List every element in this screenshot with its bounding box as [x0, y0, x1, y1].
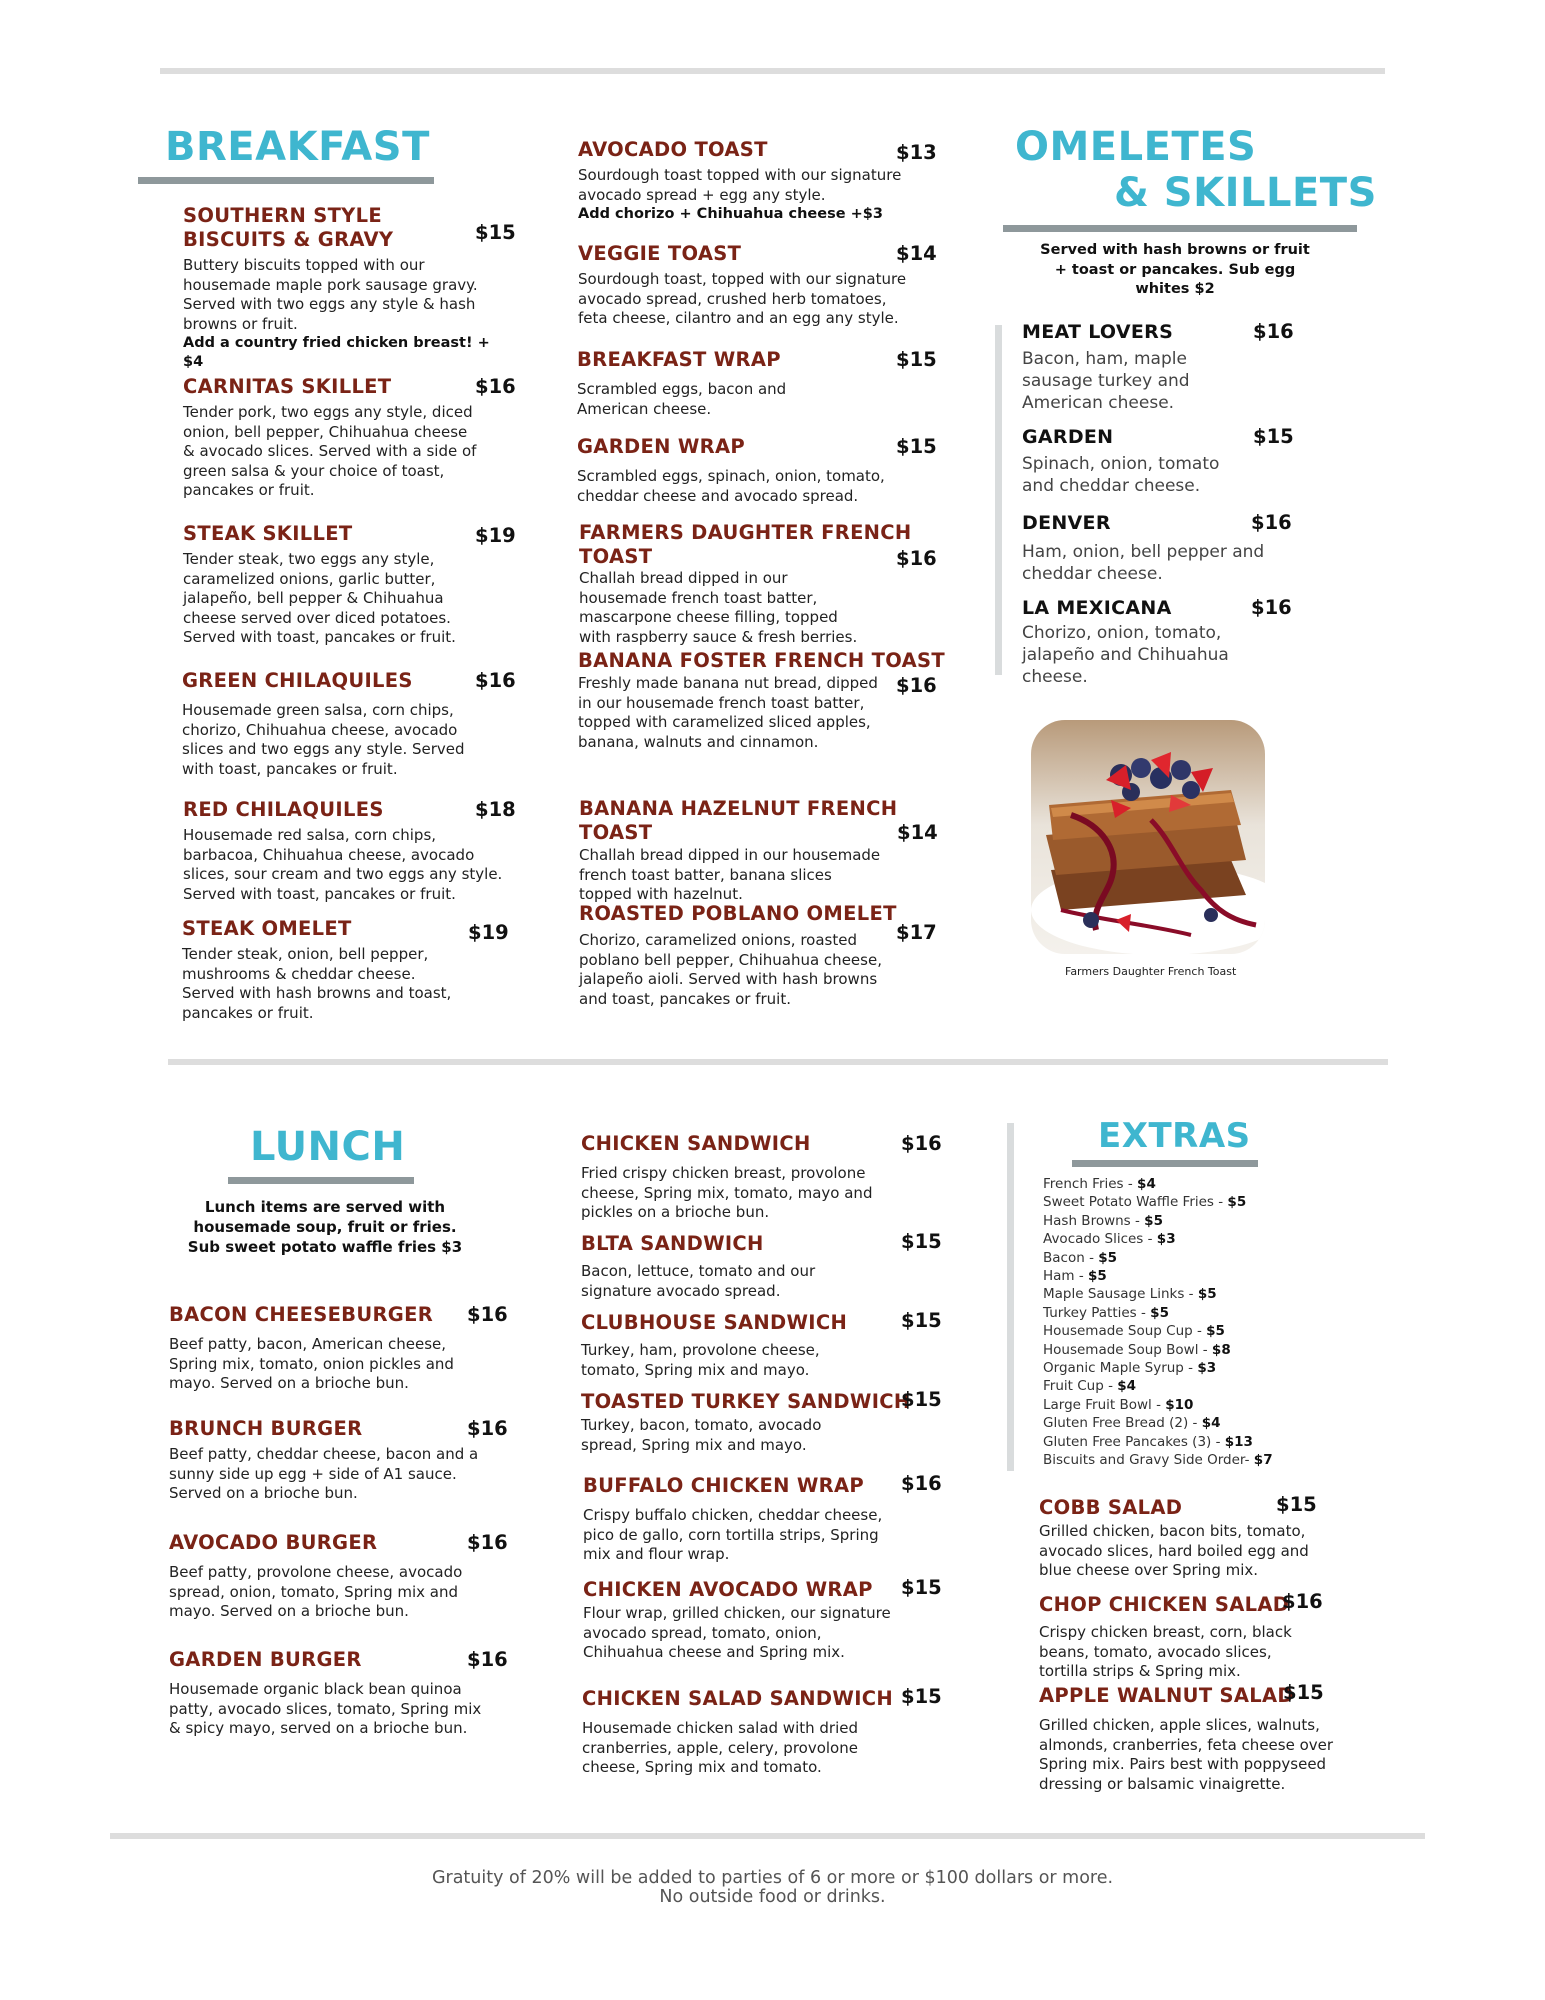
menu-item-clubhouse-sandwich: [581, 1311, 951, 1380]
item-name: BANANA HAZELNUT FRENCH TOAST: [579, 797, 898, 844]
item-price: $16: [467, 1417, 508, 1440]
item-price: $15: [901, 1576, 942, 1599]
item-price: $15: [1276, 1493, 1317, 1516]
menu-item-biscuits-gravy: [183, 204, 516, 372]
item-description: Challah bread dipped in our housemade french toast batter, banana slices topped with hazelnut.: [579, 846, 881, 903]
item-price: $16: [475, 375, 516, 398]
item-name: VEGGIE TOAST: [578, 242, 742, 265]
item-price: $15: [1253, 425, 1294, 448]
item-price: $19: [475, 524, 516, 547]
item-price: $16: [1253, 320, 1294, 343]
item-name: SOUTHERN STYLE BISCUITS & GRAVY: [183, 204, 394, 251]
item-description: Tender steak, onion, bell pepper, mushrooms & cheddar cheese. Served with hash browns and toast, pancakes or fruit.: [182, 945, 452, 1022]
item-name: FARMERS DAUGHTER FRENCH TOAST: [579, 521, 912, 568]
item-description: Grilled chicken, apple slices, walnuts, almonds, cranberries, feta cheese over Spring mix. Pairs best with poppyseed dressing or balsamic vinaigrette.: [1039, 1716, 1334, 1793]
menu-item-chicken-avocado-wrap: [583, 1578, 953, 1663]
item-name: COBB SALAD: [1039, 1496, 1183, 1519]
item-price: $16: [896, 674, 937, 697]
item-name: DENVER: [1022, 512, 1111, 534]
item-name: GARDEN BURGER: [169, 1648, 362, 1671]
item-description: Flour wrap, grilled chicken, our signature avocado spread, tomato, onion, Chihuahua cheese and Spring mix.: [583, 1604, 891, 1661]
item-name: GARDEN: [1022, 426, 1114, 448]
list-item: Biscuits and Gravy Side Order- $7: [1043, 1452, 1273, 1469]
extras-list: [1043, 1175, 1303, 1470]
list-item: French Fries - $4: [1043, 1176, 1156, 1192]
item-price: $19: [468, 921, 509, 944]
skillets-title: & SKILLETS: [1114, 170, 1377, 216]
item-description: Bacon, lettuce, tomato and our signature avocado spread.: [581, 1262, 816, 1300]
footer-outside-food: No outside food or drinks.: [659, 1887, 886, 1907]
item-price: $16: [901, 1472, 942, 1495]
item-description: Beef patty, bacon, American cheese, Spring mix, tomato, onion pickles and mayo. Served on a brioche bun.: [169, 1335, 454, 1392]
item-name: MEAT LOVERS: [1022, 321, 1174, 343]
menu-item-chicken-sandwich: [581, 1132, 951, 1223]
menu-item-avocado-burger: [169, 1531, 509, 1622]
item-description: Housemade red salsa, corn chips, barbacoa, Chihuahua cheese, avocado slices, sour cream and two eggs any style. Served with toast, pancakes or fruit.: [183, 826, 503, 903]
item-description: Tender steak, two eggs any style, caramelized onions, garlic butter, jalapeño, bell pepper & Chihuahua cheese served over diced potatoes. Served with toast, pancakes or fruit.: [183, 550, 456, 646]
item-addon: Add a country fried chicken breast! + $4: [183, 335, 490, 370]
item-description: Grilled chicken, bacon bits, tomato, avocado slices, hard boiled egg and blue cheese over Spring mix.: [1039, 1522, 1309, 1579]
list-item: Organic Maple Syrup - $3: [1043, 1360, 1217, 1377]
list-item: Maple Sausage Links - $5: [1043, 1286, 1217, 1303]
menu-item-farmers-daughter-french-toast: [579, 521, 959, 647]
menu-item-red-chilaquiles: [183, 798, 516, 904]
item-price: $16: [1282, 1590, 1323, 1613]
item-name: BREAKFAST WRAP: [577, 348, 781, 371]
item-description: Scrambled eggs, spinach, onion, tomato, cheddar cheese and avocado spread.: [577, 467, 885, 505]
item-price: $18: [475, 798, 516, 821]
item-name: LA MEXICANA: [1022, 597, 1172, 619]
item-description: Ham, onion, bell pepper and cheddar cheese.: [1022, 542, 1265, 584]
menu-item-banana-foster-french-toast: [578, 649, 958, 752]
item-name: BANANA FOSTER FRENCH TOAST: [578, 649, 945, 672]
item-price: $16: [896, 547, 937, 570]
menu-item-bacon-cheeseburger: [169, 1303, 509, 1394]
item-description: Fried crispy chicken breast, provolone cheese, Spring mix, tomato, mayo and pickles on a brioche bun.: [581, 1164, 873, 1221]
list-item: Gluten Free Bread (2) - $4: [1043, 1415, 1221, 1432]
item-name: TOASTED TURKEY SANDWICH: [581, 1390, 911, 1413]
menu-item-avocado-toast: [578, 138, 938, 224]
item-description: Sourdough toast, topped with our signature avocado spread, crushed herb tomatoes, feta cheese, cilantro and an egg any style.: [578, 270, 907, 327]
menu-item-buffalo-chicken-wrap: [583, 1474, 953, 1565]
bottom-divider: [110, 1833, 1425, 1839]
list-item: Sweet Potato Waffle Fries - $5: [1043, 1194, 1247, 1211]
menu-item-carnitas-skillet: [183, 375, 516, 501]
item-description: Crispy buffalo chicken, cheddar cheese, pico de gallo, corn tortilla strips, Spring mix and flour wrap.: [583, 1506, 883, 1563]
item-name: CHICKEN AVOCADO WRAP: [583, 1578, 873, 1601]
item-price: $15: [475, 221, 516, 244]
middle-divider: [168, 1059, 1388, 1065]
list-item: Bacon - $5: [1043, 1249, 1118, 1266]
top-divider: [160, 68, 1385, 74]
item-description: Housemade organic black bean quinoa patty, avocado slices, tomato, Spring mix & spicy mayo, served on a brioche bun.: [169, 1680, 482, 1737]
item-price: $16: [467, 1303, 508, 1326]
item-name: AVOCADO TOAST: [578, 138, 768, 161]
french-toast-photo: [1031, 720, 1265, 954]
item-name: STEAK SKILLET: [183, 522, 353, 545]
omeletes-title-underline: [1003, 225, 1357, 232]
item-name: APPLE WALNUT SALAD: [1039, 1684, 1294, 1707]
lunch-title: LUNCH: [250, 1124, 406, 1170]
menu-item-apple-walnut-salad: [1039, 1681, 1369, 1794]
item-name: RED CHILAQUILES: [183, 798, 384, 821]
menu-item-steak-skillet: [183, 522, 516, 648]
menu-item-denver: [1022, 511, 1312, 585]
item-name: STEAK OMELET: [182, 917, 352, 940]
item-name: CHICKEN SANDWICH: [581, 1132, 811, 1155]
omeletes-note: Served with hash browns or fruit + toast or pancakes. Sub egg whites $2: [1040, 242, 1310, 297]
item-description: Scrambled eggs, bacon and American cheese.: [577, 380, 787, 418]
breakfast-title: BREAKFAST: [165, 124, 430, 170]
menu-item-brunch-burger: [169, 1417, 509, 1504]
item-description: Turkey, ham, provolone cheese, tomato, Spring mix and mayo.: [581, 1341, 820, 1379]
item-description: Challah bread dipped in our housemade french toast batter, mascarpone cheese filling, topped with raspberry sauce & fresh berries.: [579, 569, 858, 646]
item-name: BLTA SANDWICH: [581, 1232, 764, 1255]
item-name: CARNITAS SKILLET: [183, 375, 392, 398]
item-description: Buttery biscuits topped with our housemade maple pork sausage gravy. Served with two eggs any style & hash browns or fruit.: [183, 256, 478, 333]
list-item: Turkey Patties - $5: [1043, 1304, 1169, 1321]
item-description: Bacon, ham, maple sausage turkey and American cheese.: [1022, 349, 1190, 413]
item-description: Beef patty, provolone cheese, avocado spread, onion, tomato, Spring mix and mayo. Served on a brioche bun.: [169, 1563, 463, 1620]
item-addon: Add chorizo + Chihuahua cheese +$3: [578, 206, 883, 222]
menu-item-chop-chicken-salad: [1039, 1590, 1369, 1682]
item-price: $16: [467, 1648, 508, 1671]
list-item: Gluten Free Pancakes (3) - $13: [1043, 1433, 1253, 1450]
lunch-note: Lunch items are served with housemade soup, fruit or fries. Sub sweet potato waffle fries $3: [187, 1198, 463, 1256]
photo-caption: Farmers Daughter French Toast: [1065, 965, 1237, 978]
menu-item-breakfast-wrap: [577, 348, 937, 419]
menu-item-garden-omelet: [1022, 425, 1312, 497]
list-item: Ham - $5: [1043, 1268, 1107, 1285]
menu-item-meat-lovers: [1022, 320, 1312, 414]
french-toast-image: [1031, 720, 1265, 954]
item-name: BRUNCH BURGER: [169, 1417, 363, 1440]
item-price: $14: [897, 821, 938, 844]
item-price: $16: [901, 1132, 942, 1155]
item-name: AVOCADO BURGER: [169, 1531, 378, 1554]
breakfast-title-underline: [138, 177, 434, 184]
item-price: $15: [896, 435, 937, 458]
item-name: CLUBHOUSE SANDWICH: [581, 1311, 848, 1334]
menu-item-la-mexicana: [1022, 596, 1312, 688]
extras-title: EXTRAS: [1098, 1116, 1251, 1156]
item-price: $16: [1251, 596, 1292, 619]
footer-gratuity: Gratuity of 20% will be added to parties of 6 or more or $100 dollars or more.: [431, 1868, 1114, 1888]
menu-item-banana-hazelnut-french-toast: [579, 797, 959, 905]
item-name: GARDEN WRAP: [577, 435, 745, 458]
menu-item-steak-omelet: [182, 917, 509, 1023]
item-name: CHOP CHICKEN SALAD: [1039, 1593, 1290, 1616]
menu-item-veggie-toast: [578, 242, 938, 329]
lunch-title-underline: [228, 1177, 414, 1184]
item-description: Crispy chicken breast, corn, black beans, tomato, avocado slices, tortilla strips & Spring mix.: [1039, 1623, 1292, 1680]
item-price: $17: [896, 921, 937, 944]
item-name: CHICKEN SALAD SANDWICH: [582, 1687, 894, 1710]
menu-item-toasted-turkey-sandwich: [581, 1390, 951, 1455]
item-price: $15: [1283, 1681, 1324, 1704]
item-price: $15: [901, 1685, 942, 1708]
extras-title-underline: [1072, 1160, 1258, 1167]
item-price: $16: [1251, 511, 1292, 534]
menu-item-chicken-salad-sandwich: [582, 1687, 952, 1778]
item-description: Sourdough toast topped with our signature avocado spread + egg any style.: [578, 166, 902, 204]
item-description: Freshly made banana nut bread, dipped in our housemade french toast batter, topped with caramelized sliced apples, banana, walnuts and cinnamon.: [578, 674, 878, 751]
menu-item-cobb-salad: [1039, 1493, 1369, 1581]
extras-side-bar: [1007, 1123, 1014, 1471]
menu-item-green-chilaquiles: [182, 669, 516, 779]
item-description: Housemade green salsa, corn chips, chorizo, Chihuahua cheese, avocado slices and two eggs any style. Served with toast, pancakes or fruit.: [182, 701, 465, 778]
item-name: GREEN CHILAQUILES: [182, 669, 413, 692]
item-name: ROASTED POBLANO OMELET: [579, 902, 897, 925]
menu-item-blta-sandwich: [581, 1232, 951, 1301]
item-price: $14: [896, 242, 937, 265]
menu-item-roasted-poblano-omelet: [579, 902, 959, 1009]
item-price: $16: [475, 669, 516, 692]
item-price: $13: [896, 141, 937, 164]
item-name: BACON CHEESEBURGER: [169, 1303, 434, 1326]
list-item: Housemade Soup Cup - $5: [1043, 1323, 1225, 1340]
list-item: Fruit Cup - $4: [1043, 1378, 1137, 1395]
item-description: Tender pork, two eggs any style, diced onion, bell pepper, Chihuahua cheese & avocado slices. Served with a side of green salsa & your choice of toast, pancakes or fruit.: [183, 403, 477, 499]
item-description: Chorizo, caramelized onions, roasted poblano bell pepper, Chihuahua cheese, jalapeño aioli. Served with hash browns and toast, pancakes or fruit.: [579, 931, 882, 1008]
menu-item-garden-burger: [169, 1648, 509, 1739]
item-price: $16: [467, 1531, 508, 1554]
item-description: Beef patty, cheddar cheese, bacon and a sunny side up egg + side of A1 sauce. Served on a brioche bun.: [169, 1445, 479, 1502]
item-description: Chorizo, onion, tomato, jalapeño and Chihuahua cheese.: [1022, 623, 1229, 687]
item-name: BUFFALO CHICKEN WRAP: [583, 1474, 864, 1497]
list-item: Large Fruit Bowl - $10: [1043, 1396, 1194, 1413]
item-description: Turkey, bacon, tomato, avocado spread, Spring mix and mayo.: [581, 1416, 822, 1454]
list-item: Avocado Slices - $3: [1043, 1231, 1176, 1248]
item-description: Housemade chicken salad with dried cranberries, apple, celery, provolone cheese, Spring mix and tomato.: [582, 1719, 859, 1776]
menu-item-garden-wrap: [577, 435, 937, 506]
item-price: $15: [896, 348, 937, 371]
list-item: Housemade Soup Bowl - $8: [1043, 1341, 1231, 1358]
omeletes-title: OMELETES: [1015, 124, 1257, 170]
omeletes-side-bar: [995, 325, 1002, 675]
item-description: Spinach, onion, tomato and cheddar cheese.: [1022, 454, 1220, 496]
item-price: $15: [901, 1388, 942, 1411]
list-item: Hash Browns - $5: [1043, 1212, 1163, 1229]
item-price: $15: [901, 1309, 942, 1332]
item-price: $15: [901, 1230, 942, 1253]
